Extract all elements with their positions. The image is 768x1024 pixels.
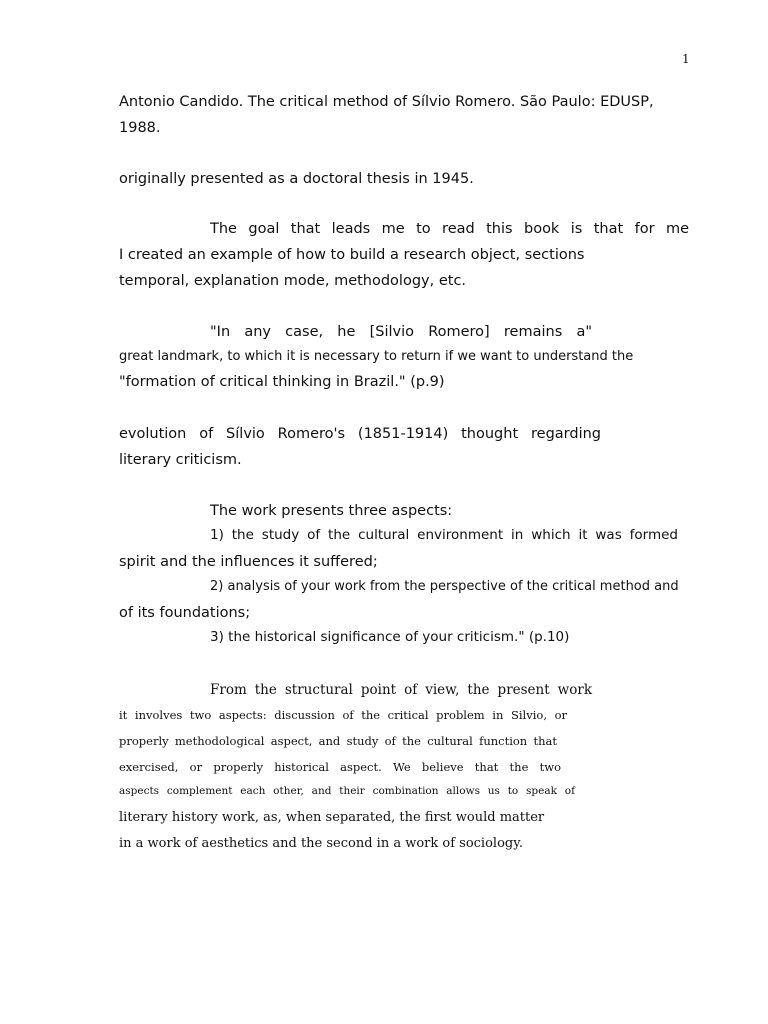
citation-line-2: 1988. [119,120,161,136]
aspect-2-line-1: 2) analysis of your work from the perspective of the critical method and [210,579,679,594]
structural-line-5: aspects complement each other, and their combination allows us to speak of [119,785,575,797]
page-number: 1 [682,52,690,66]
structural-line-6: literary history work, as, when separated, the first would matter [119,810,545,825]
structural-line-4: exercised, or properly historical aspect. We believe that the two [119,760,561,774]
goal-line-1: The goal that leads me to read this book is that for me [210,221,689,237]
aspect-2-line-2: of its foundations; [119,605,251,621]
structural-line-1: From the structural point of view, the present work [210,682,592,698]
aspect-3-line: 3) the historical significance of your criticism." (p.10) [210,629,570,645]
structural-line-2: it involves two aspects: discussion of the critical problem in Silvio, or [119,708,567,722]
evolution-line-2: literary criticism. [119,452,242,468]
goal-line-3: temporal, explanation mode, methodology, etc. [119,273,467,289]
evolution-line-1: evolution of Sílvio Romero's (1851-1914) thought regarding [119,426,601,442]
goal-line-2: I created an example of how to build a research object, sections [119,247,585,263]
structural-line-3: properly methodological aspect, and study of the cultural function that [119,734,557,748]
aspect-1-line-1: 1) the study of the cultural environment in which it was formed [210,527,678,543]
quote-line-3: "formation of critical thinking in Brazil." (p.9) [119,374,445,390]
quote-line-1: "In any case, he [Silvio Romero] remains a" [210,324,592,340]
structural-line-7: in a work of aesthetics and the second in a work of sociology. [119,836,523,851]
origin-line: originally presented as a doctoral thesis in 1945. [119,171,474,187]
citation-line-1: Antonio Candido. The critical method of Sílvio Romero. São Paulo: EDUSP, [119,94,654,110]
aspect-1-line-2: spirit and the influences it suffered; [119,554,378,570]
quote-line-2: great landmark, to which it is necessary to return if we want to understand the [119,349,634,364]
aspects-intro: The work presents three aspects: [210,503,453,519]
